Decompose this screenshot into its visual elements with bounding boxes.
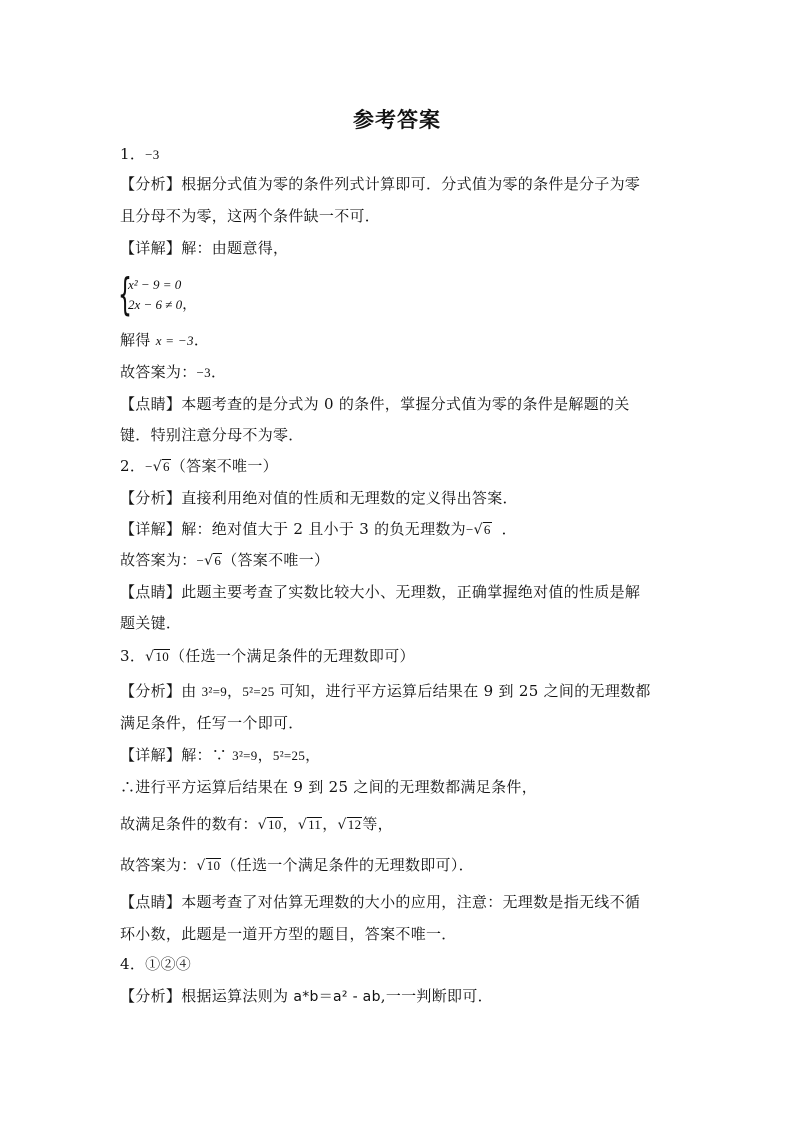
q4-analysis-b: ,一一判断即可．: [380, 987, 493, 1005]
q3-detail-math-2: 5²=25: [272, 748, 306, 763]
q2-detail-tag: 【详解】: [120, 520, 182, 538]
q2-analysis-line: [120, 488, 518, 508]
q3-comment-line-1: [120, 892, 640, 912]
q1-analysis-line-1: [120, 174, 640, 194]
q3-comment-tag: 【点睛】: [120, 893, 182, 911]
q1-brace: {: [118, 269, 132, 320]
q2-comment-text-1: 此题主要考查了实数比较大小、无理数，正确掌握绝对值的性质是解: [181, 583, 641, 601]
q1-detail-text: 解：由题意得，: [181, 239, 289, 257]
radical-icon: √: [337, 817, 347, 833]
q1-equation-1: x² − 9 = 0: [128, 277, 182, 292]
q3-detail-a: 解：∵: [181, 746, 233, 764]
q2-answer-radicand: 6: [163, 459, 170, 474]
q2-final-note: （答案不唯一）: [222, 551, 330, 569]
q3-analysis-b: ，: [227, 682, 243, 700]
q2-analysis-text: 直接利用绝对值的性质和无理数的定义得出答案．: [181, 489, 518, 507]
q3-analysis-line-1: [120, 681, 651, 702]
q4-analysis-line: [120, 986, 493, 1007]
q3-analysis-line-2: 满足条件，任写一个即可．: [120, 714, 304, 732]
q3-number-radicand-2: 11: [308, 817, 322, 832]
radical-icon: √: [257, 817, 267, 833]
q1-final-math: −3: [196, 365, 211, 380]
q3-analysis-math-2: 5²=25: [242, 684, 275, 699]
q1-solve-line: [120, 330, 209, 351]
q1-final-prefix: 故答案为：: [120, 363, 197, 381]
q4-analysis-a: 根据运算法则为: [181, 987, 294, 1005]
q3-final-radicand: 10: [206, 858, 221, 873]
q1-comment-text-1: 本题考查的是分式为 0 的条件，掌握分式值为零的条件是解题的关: [181, 395, 630, 413]
q3-detail-b: ，: [257, 746, 273, 764]
q1-solve-prefix: 解得: [120, 331, 151, 349]
q4-answer-line: [120, 954, 191, 974]
q2-detail-end: ．: [501, 520, 517, 538]
q3-analysis-c: 可知，进行平方运算后结果在 9 到 25 之间的无理数都: [274, 682, 651, 700]
q2-detail-text: 解：绝对值大于 2 且小于 3 的负无理数为: [181, 520, 466, 538]
q2-final-sign: −: [196, 553, 205, 568]
q3-numbers-line: [120, 814, 393, 835]
radical-icon: √: [196, 858, 206, 874]
q1-solve-math: x = −3: [155, 333, 194, 348]
q4-analysis-tag: 【分析】: [120, 987, 182, 1005]
q2-answer-line: [120, 456, 278, 477]
q1-comment-line-1: [120, 394, 630, 414]
radical-icon: √: [152, 459, 163, 475]
q2-comment-line-2: 题关键．: [120, 614, 182, 632]
q3-number-radicand-3: 12: [347, 817, 362, 832]
q3-detail-line: [120, 745, 320, 766]
q1-answer-line: [120, 144, 160, 165]
q2-analysis-tag: 【分析】: [120, 489, 182, 507]
q3-comment-line-2: 环小数，此题是一道开方型的题目，答案不唯一．: [120, 925, 457, 943]
q2-answer-note: （答案不唯一）: [170, 457, 278, 475]
q3-analysis-a: 由: [181, 682, 202, 700]
q2-final-prefix: 故答案为：: [120, 551, 197, 569]
q1-detail-tag: 【详解】: [120, 239, 182, 257]
q3-analysis-tag: 【分析】: [120, 682, 182, 700]
page-title: 参考答案: [353, 108, 441, 132]
radical-icon: √: [473, 522, 483, 538]
q2-detail-radicand: 6: [483, 522, 491, 537]
q1-analysis-text-1: 根据分式值为零的条件列式计算即可．分式值为零的条件是分子为零: [181, 175, 641, 193]
q3-comment-text-1: 本题考查了对估算无理数的大小的应用，注意：无理数是指无线不循: [181, 893, 641, 911]
q1-comment-line-2: 键．特别注意分母不为零．: [120, 426, 304, 444]
q3-detail-math-1: 3²=9: [232, 748, 258, 763]
q3-numbers-sep-1: ，: [282, 815, 298, 833]
q2-final-radicand: 6: [214, 553, 222, 568]
q1-comment-tag: 【点睛】: [120, 395, 182, 413]
q3-answer-note: （任选一个满足条件的无理数即可）: [170, 647, 415, 665]
q3-final-prefix: 故答案为：: [120, 856, 197, 874]
q1-equation-2: 2x − 6 ≠ 0，: [128, 297, 197, 313]
radical-icon: √: [145, 649, 155, 665]
q3-numbers-suffix: 等，: [362, 815, 393, 833]
q3-detail-c: ，: [305, 746, 321, 764]
q3-detail-tag: 【详解】: [120, 746, 182, 764]
q3-therefore-line: ∴进行平方运算后结果在 9 到 25 之间的无理数都满足条件，: [120, 778, 538, 796]
q3-answer-radicand: 10: [155, 649, 169, 664]
q1-solve-suffix: ．: [193, 331, 210, 349]
q2-comment-line-1: [120, 582, 640, 602]
q1-number: 1．: [120, 145, 146, 163]
q3-final-note: （任选一个满足条件的无理数即可）．: [221, 856, 474, 874]
q2-comment-tag: 【点睛】: [120, 583, 182, 601]
q2-final-line: [120, 550, 329, 571]
q1-final-suffix: ．: [210, 363, 227, 381]
q1-answer: −3: [145, 147, 160, 162]
q3-number-radicand-1: 10: [267, 817, 282, 832]
q2-answer-sign: −: [145, 459, 153, 474]
q3-number: 3．: [120, 647, 146, 665]
q4-analysis-math: a*b＝a² - ab: [293, 989, 381, 1005]
q4-answer: ①②④: [145, 955, 192, 973]
q1-final-line: [120, 362, 226, 383]
q3-numbers-prefix: 故满足条件的数有：: [120, 815, 258, 833]
radical-icon: √: [297, 817, 308, 833]
q3-answer-line: [120, 646, 415, 667]
q1-detail-line: [120, 238, 288, 258]
q2-number: 2．: [120, 457, 146, 475]
q1-analysis-line-2: 且分母不为零，这两个条件缺一不可．: [120, 207, 381, 225]
q3-final-line: [120, 855, 474, 876]
q1-analysis-tag: 【分析】: [120, 175, 182, 193]
radical-icon: √: [204, 553, 214, 569]
q4-number: 4．: [120, 955, 146, 973]
q1-equation-system: [118, 269, 197, 320]
q2-detail-sign: −: [465, 522, 474, 537]
q2-detail-line: [120, 519, 517, 540]
q3-numbers-sep-2: ，: [322, 815, 338, 833]
q3-analysis-math-1: 3²=9: [201, 684, 228, 699]
